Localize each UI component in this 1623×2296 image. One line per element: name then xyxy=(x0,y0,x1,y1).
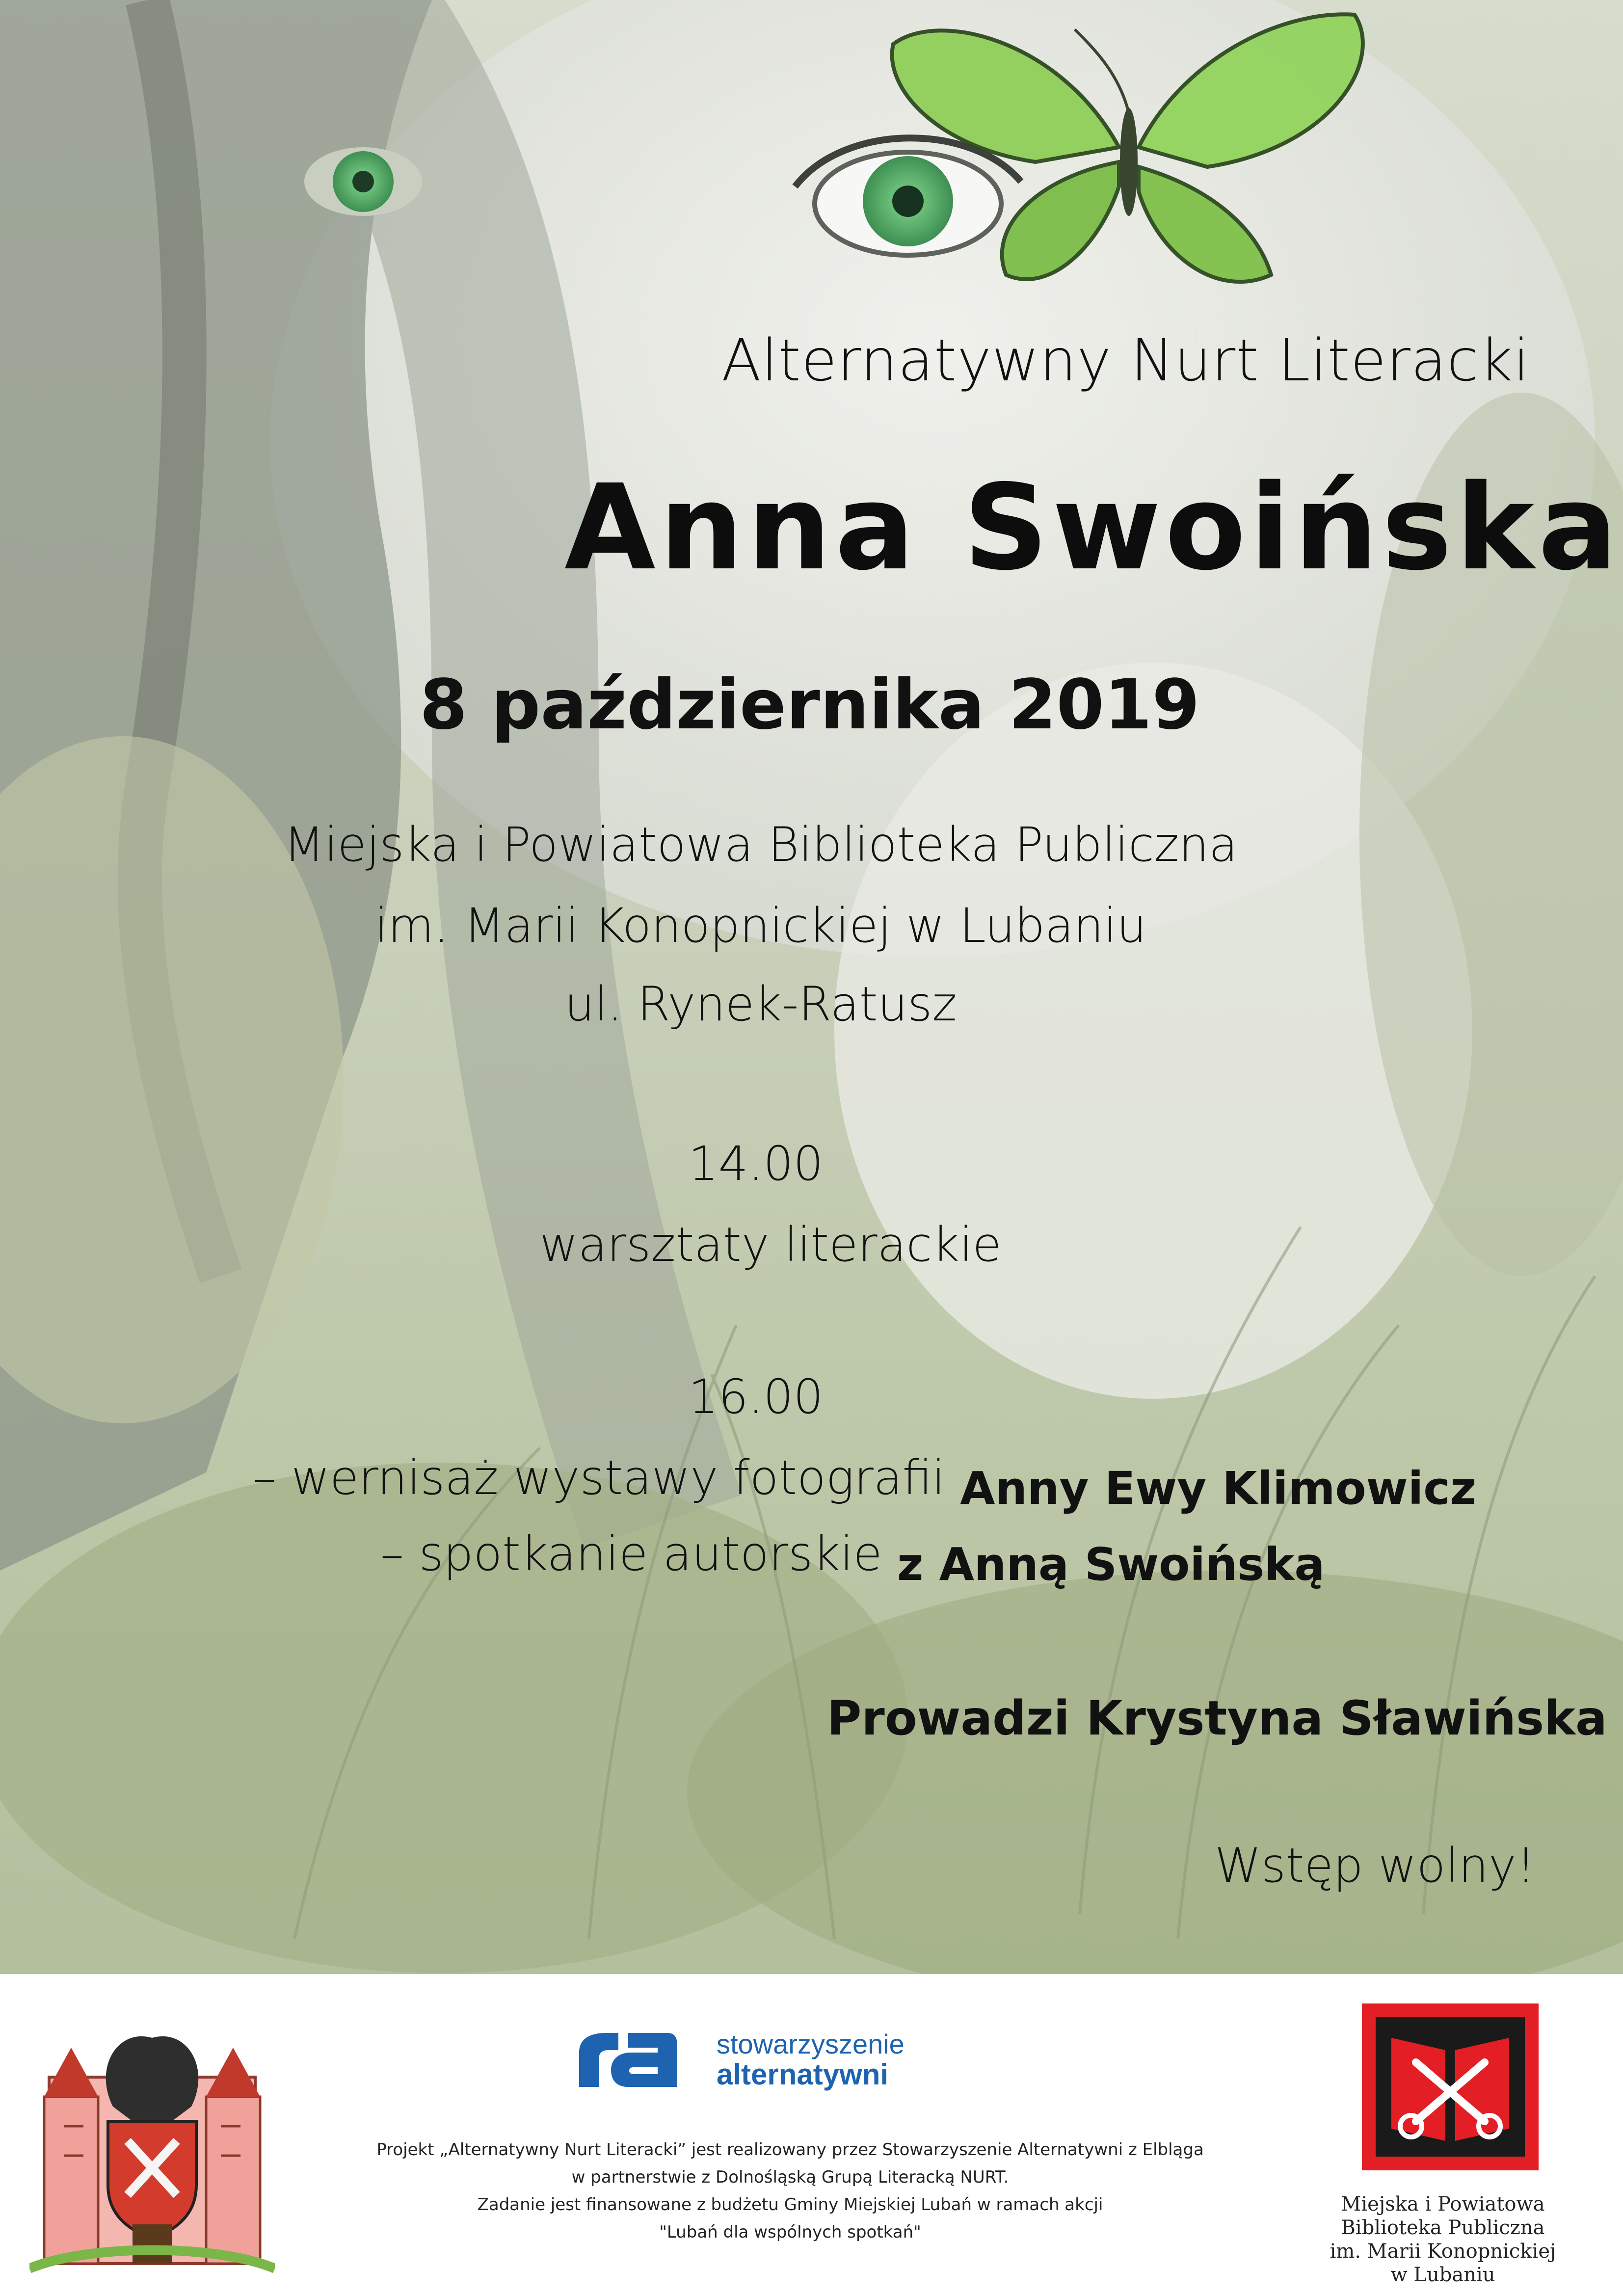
library-name-line-2: Biblioteka Publiczna xyxy=(1341,2216,1545,2239)
library-name xyxy=(1291,2192,1595,2287)
library-name-line-1: Miejska i Powiatowa xyxy=(1341,2193,1545,2216)
program-item-2-name: z Anną Swoińską xyxy=(897,1538,1325,1591)
footer xyxy=(0,1974,1623,2296)
time-1: 14.00 xyxy=(688,1136,824,1191)
program-item-1-prefix: – wernisaż wystawy fotografii xyxy=(253,1450,945,1505)
butterfly-icon xyxy=(864,0,1404,304)
entry-line: Wstęp wolny! xyxy=(1215,1838,1536,1893)
program-item-2 xyxy=(380,1526,1325,1591)
library-name-line-4: w Lubaniu xyxy=(1390,2264,1495,2286)
project-info-line-3: Zadanie jest finansowane z budżetu Gminy Miejskiej Lubań w ramach akcji xyxy=(477,2195,1103,2215)
time-1-description: warsztaty literackie xyxy=(539,1217,1002,1272)
time-2: 16.00 xyxy=(688,1369,824,1424)
program-item-2-prefix: – spotkanie autorskie xyxy=(380,1526,882,1581)
town-coat-of-arms xyxy=(29,2008,275,2273)
project-info-line-4: "Lubań dla wspólnych spotkań" xyxy=(659,2222,921,2242)
program-item-1-name: Anny Ewy Klimowicz xyxy=(960,1462,1477,1515)
library-name-line-3: im. Marii Konopnickiej xyxy=(1330,2240,1556,2263)
library-keys-logo xyxy=(1362,2003,1539,2170)
venue-line-2: im. Marii Konopnickiej w Lubaniu xyxy=(374,898,1147,953)
project-info-line-1: Projekt „Alternatywny Nurt Literacki” jest realizowany przez Stowarzyszenie Alternatywni z Elbląga xyxy=(376,2140,1204,2160)
alternatywni-mark-icon xyxy=(569,2023,682,2097)
program-item-1 xyxy=(253,1450,1477,1515)
venue-line-1: Miejska i Powiatowa Biblioteka Publiczna xyxy=(284,817,1238,872)
project-info xyxy=(275,2136,1305,2246)
alternatywni-logo xyxy=(569,2023,942,2097)
org-name-line-1: stowarzyszenie xyxy=(717,2029,905,2059)
event-date: 8 października 2019 xyxy=(420,665,1200,745)
author-name: Anna Swoińska xyxy=(564,459,1622,596)
project-info-line-2: w partnerstwie z Dolnośląską Grupą Literacką NURT. xyxy=(571,2167,1009,2187)
host-line: Prowadzi Krystyna Sławińska xyxy=(827,1691,1607,1746)
venue-line-3: ul. Rynek-Ratusz xyxy=(564,977,957,1032)
series-title: Alternatywny Nurt Literacki xyxy=(721,326,1530,394)
org-name-line-2: alternatywni xyxy=(717,2058,889,2091)
